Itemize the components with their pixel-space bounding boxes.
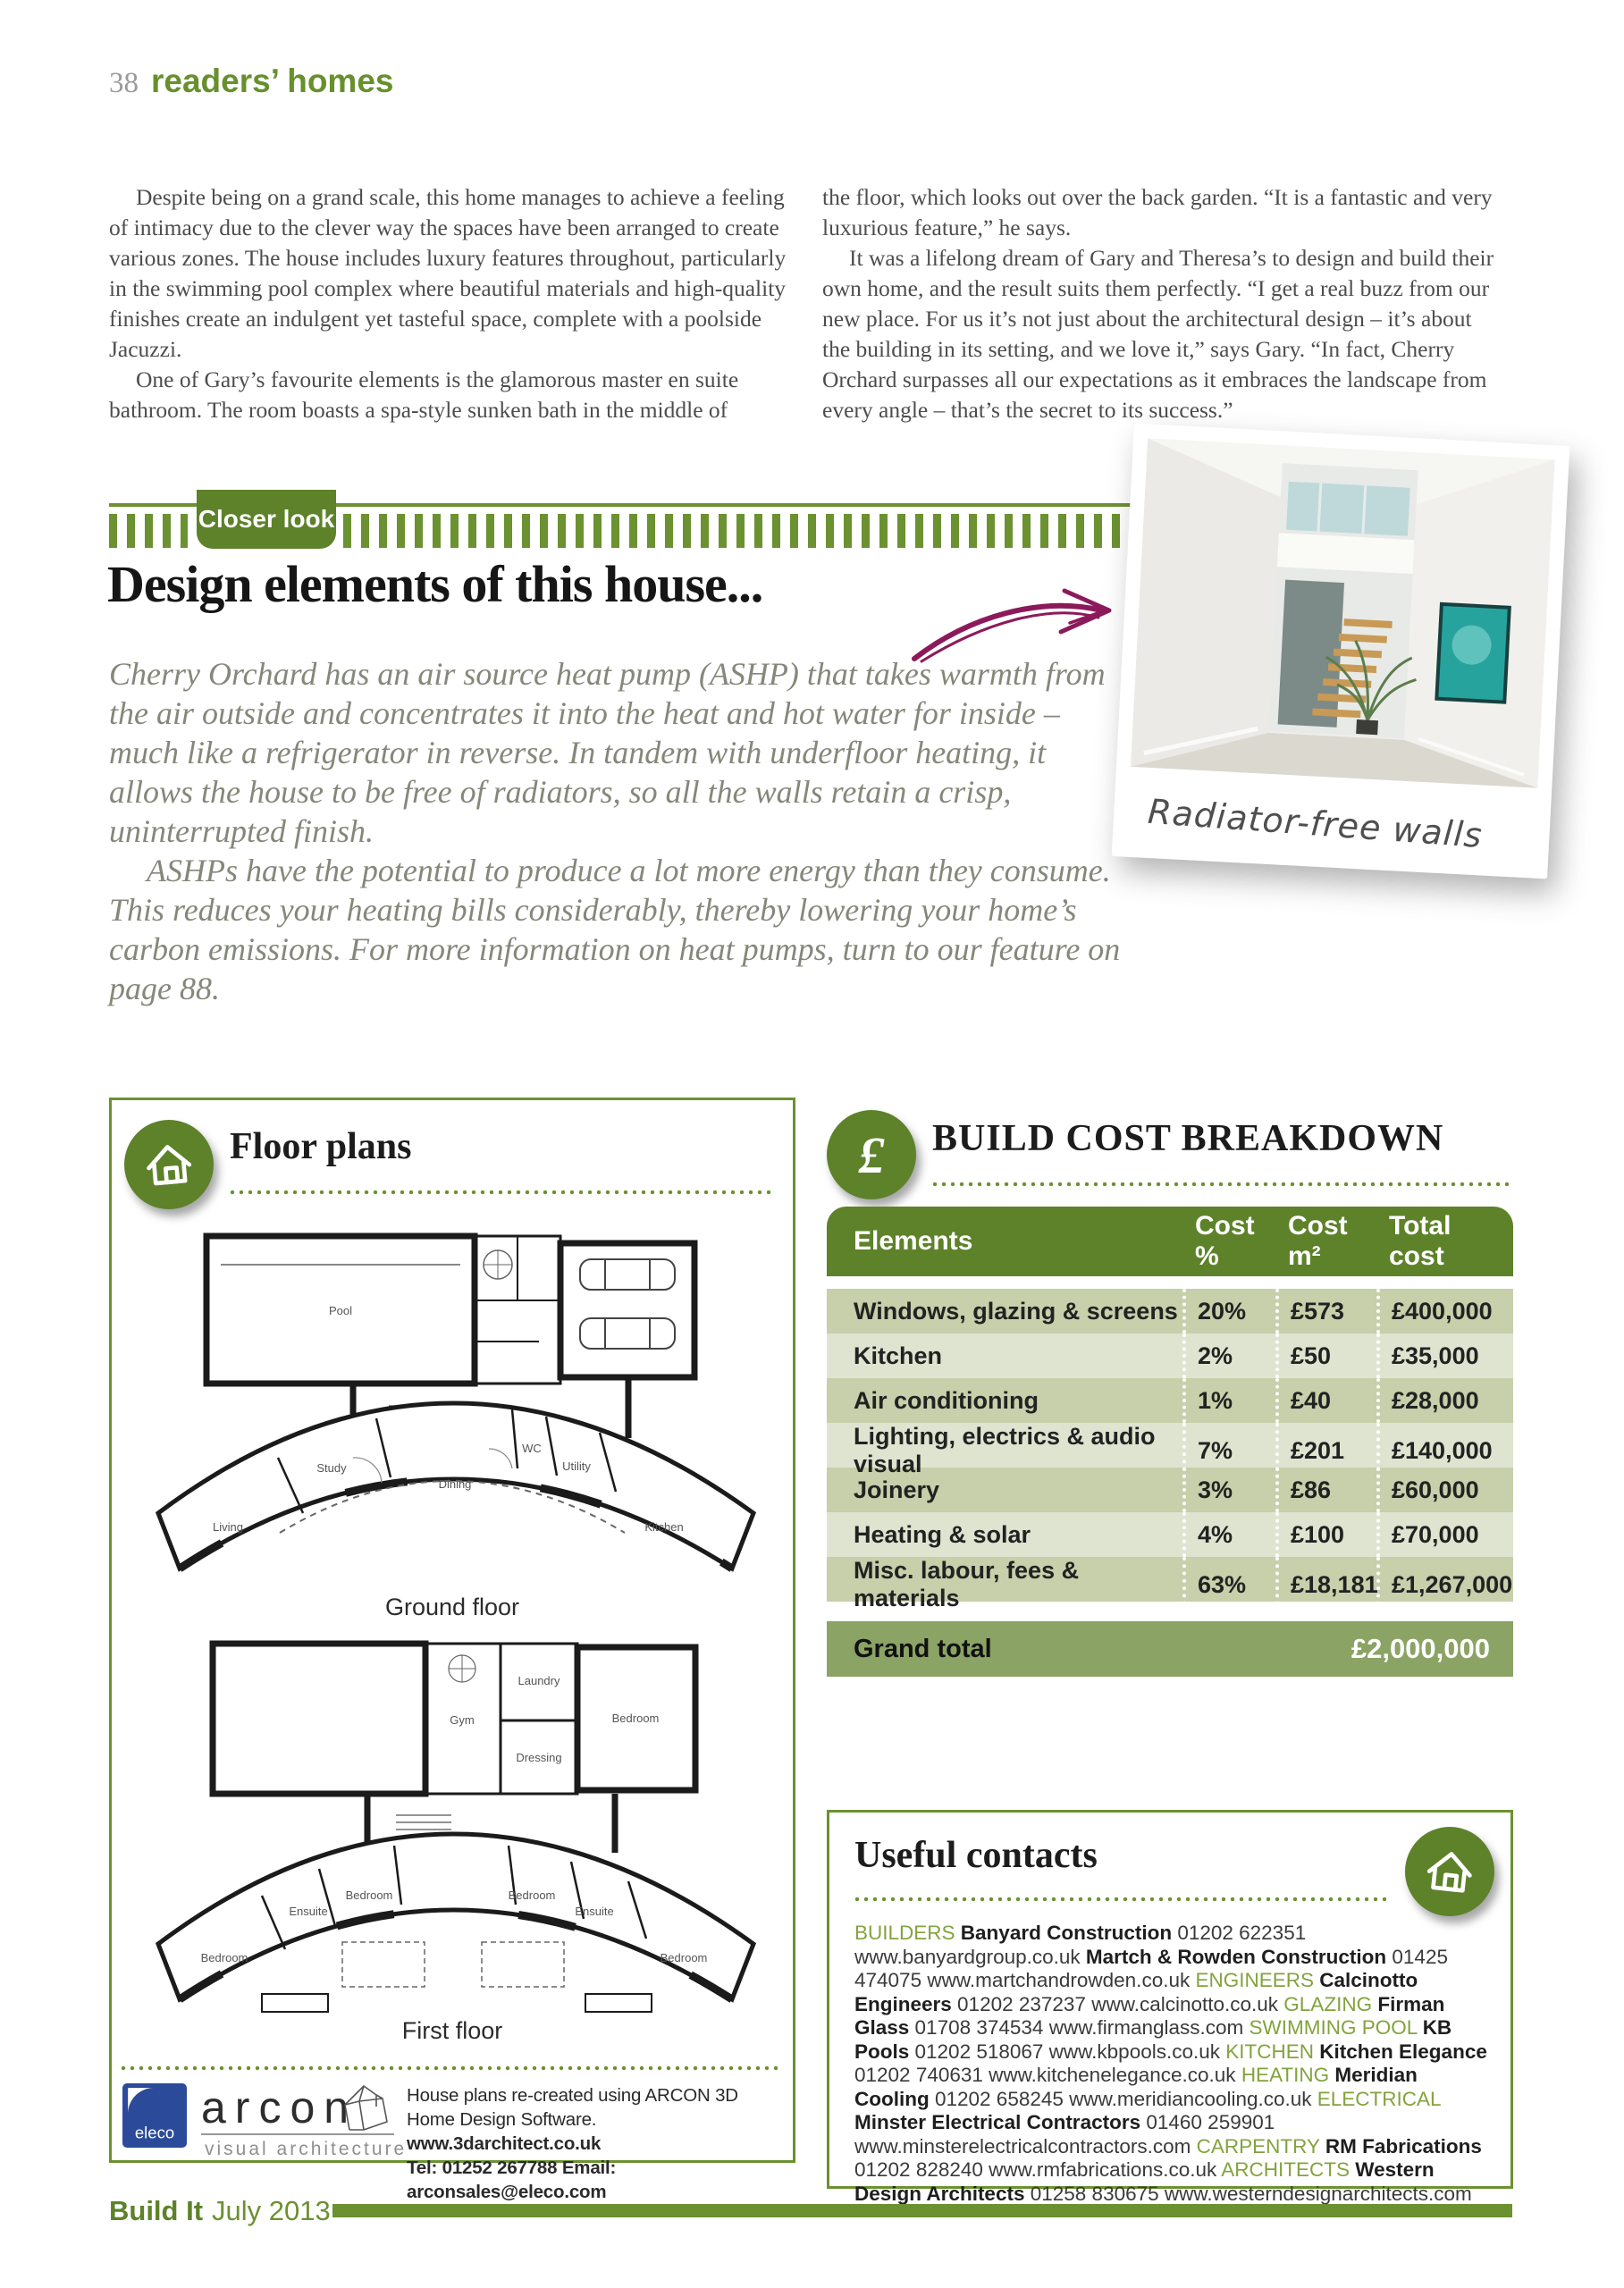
contact-name: Banyard Construction (960, 1922, 1178, 1944)
credit-tel: Tel: 01252 267788 Email: arconsales@eleco.com (407, 2158, 617, 2202)
contact-details: 01202 622351 www.banyardgroup.co.uk (854, 1922, 1307, 1968)
contacts-house-icon-circle (1405, 1827, 1494, 1916)
cell-total: £60,000 (1376, 1468, 1513, 1512)
paragraph: One of Gary’s favourite elements is the glamorous master en suite bathroom. The room boasts a spa-style sunken bath in the middle of (109, 366, 739, 423)
contacts-text (854, 1922, 1491, 2206)
table-row (827, 1289, 1513, 1333)
footer-magazine: Build It (109, 2195, 204, 2226)
room-label: Ensuite (289, 1905, 328, 1918)
contact-name: Calcinotto Engineers (854, 1969, 1418, 2015)
paragraph: the floor, which looks out over the back garden. “It is a fantastic and very luxurious feature,” he says. (822, 184, 1493, 240)
house-icon-circle (124, 1120, 214, 1209)
cell-total: £140,000 (1376, 1423, 1513, 1478)
contact-category: CARPENTRY (1196, 2134, 1325, 2158)
room-label: Bedroom (611, 1712, 660, 1725)
cell-pct: 2% (1182, 1333, 1275, 1378)
room-label: Ensuite (575, 1905, 614, 1918)
contact-category: SWIMMING POOL (1249, 2016, 1423, 2039)
cell-pct: 1% (1182, 1378, 1275, 1423)
arcon-house-sketch-icon (337, 2078, 392, 2137)
arcon-logo-text: arcon (201, 2082, 358, 2132)
column-header: Cost % (1195, 1211, 1255, 1271)
useful-contacts-panel (827, 1810, 1513, 2205)
floor-plans-panel (109, 1098, 795, 2202)
contact-category: ARCHITECTS (1221, 2158, 1356, 2181)
cell-total: £1,267,000 (1376, 1557, 1513, 1612)
dotted-rule (121, 2065, 782, 2071)
contact-category: HEATING (1241, 2064, 1335, 2086)
table-row (827, 1333, 1513, 1378)
eleco-logo-text: eleco (134, 2123, 175, 2142)
contact-name: Kitchen Elegance (1319, 2040, 1487, 2063)
room-label: Gym (450, 1713, 475, 1727)
cell-total: £70,000 (1376, 1512, 1513, 1557)
dotted-rule (230, 1190, 771, 1195)
cost-table-body (827, 1289, 1513, 1611)
contact-details: 01425 474075 www.martchandrowden.co.uk (854, 1945, 1448, 1991)
column-header: Cost m² (1288, 1211, 1348, 1271)
room-label: Utility (562, 1459, 591, 1473)
cell-pct: 63% (1182, 1557, 1275, 1612)
contact-category: GLAZING (1283, 1992, 1378, 2015)
feature-headline: Design elements of this house... (107, 555, 763, 613)
page-footer (109, 2195, 331, 2227)
footer-issue: July 2013 (212, 2195, 331, 2226)
contact-details: 01202 237237 www.calcinotto.co.uk (957, 1992, 1284, 2015)
room-label: Bedroom (660, 1951, 708, 1964)
cell-pct: 20% (1182, 1289, 1275, 1333)
cost-table-header (827, 1207, 1513, 1276)
cell-m2: £50 (1275, 1333, 1376, 1378)
cell-element: Heating & solar (854, 1520, 1031, 1548)
credit-line: House plans re-created using ARCON 3D Home Design Software. (407, 2085, 738, 2130)
cell-element: Air conditioning (854, 1386, 1039, 1414)
room-label: Living (213, 1520, 243, 1534)
grand-total-bar (827, 1621, 1513, 1677)
cell-total: £400,000 (1376, 1289, 1513, 1333)
doodle-arrow-icon (907, 576, 1117, 664)
contact-details: 01202 518067 www.kbpools.co.uk (914, 2040, 1226, 2063)
contact-name: Minster Electrical Contractors (854, 2111, 1147, 2133)
contact-details: 01258 830675 www.westerndesignarchitects.com (1030, 2182, 1472, 2205)
room-label: Dining (438, 1477, 472, 1491)
room-label: WC (522, 1442, 542, 1455)
hallway-photo (1112, 424, 1570, 879)
ground-floor-caption: Ground floor (384, 1594, 520, 1620)
contact-details: 01202 740631 www.kitchenelegance.co.uk (854, 2064, 1241, 2086)
cell-m2: £40 (1275, 1378, 1376, 1423)
contact-category: BUILDERS (854, 1922, 961, 1944)
cell-pct: 3% (1182, 1468, 1275, 1512)
table-row (827, 1512, 1513, 1557)
cell-pct: 4% (1182, 1512, 1275, 1557)
table-row (827, 1423, 1513, 1477)
paragraph: It was a lifelong dream of Gary and Theresa’s to design and build their own home, and the result suits them perfectly. “I get a real buzz from our new place. For us it’s not just about the architectural design – it’s about the building in its setting, and we love it,” says Gary. “In fact, Cherry Orchard surpasses all our expectations as it embraces the landscape from every angle – that’s the secret to its success.” (822, 245, 1494, 423)
house-icon (141, 1137, 197, 1192)
cell-m2: £201 (1275, 1423, 1376, 1478)
cell-m2: £573 (1275, 1289, 1376, 1333)
contact-details: 01202 658245 www.meridiancooling.co.uk (934, 2087, 1317, 2110)
cell-m2: £100 (1275, 1512, 1376, 1557)
eleco-logo-icon (122, 2083, 187, 2148)
ribbon-stripes-left (109, 514, 188, 548)
room-label: Kitchen (644, 1520, 684, 1534)
lede-paragraph: Cherry Orchard has an air source heat pump (ASHP) that takes warmth from the air outside and concentrates it into the heat and hot water for inside – much like a refrigerator in reverse. In tandem with underfloor heating, it allows the house to be free of radiators, so all the walls retain a crisp, uninterrupted finish. (109, 656, 1106, 849)
contact-name: Western Design Architects (854, 2158, 1435, 2205)
contact-name: Firman Glass (854, 1992, 1445, 2039)
table-row (827, 1557, 1513, 1611)
dotted-rule (854, 1897, 1391, 1902)
cell-total: £28,000 (1376, 1378, 1513, 1423)
contacts-title: Useful contacts (854, 1835, 1098, 1876)
cell-element: Kitchen (854, 1342, 943, 1369)
cell-pct: 7% (1182, 1423, 1275, 1478)
column-header: Elements (854, 1226, 973, 1256)
lede-paragraph: ASHPs have the potential to produce a lot more energy than they consume. This reduces your heating bills considerably, thereby lowering your home’s carbon emissions. For more information on heat pumps, turn to our feature on page 88. (109, 853, 1121, 1006)
cell-element: Misc. labour, fees & materials (854, 1557, 1080, 1611)
contact-category: KITCHEN (1225, 2040, 1320, 2063)
cell-total: £35,000 (1376, 1333, 1513, 1378)
contact-details: 01708 374534 www.firmanglass.com (914, 2016, 1250, 2039)
room-label: Bedroom (508, 1888, 556, 1902)
arcon-credit-text (407, 2083, 782, 2204)
pound-icon-circle (827, 1110, 916, 1199)
contact-details: 01460 259901 www.minsterelectricalcontractors.com (854, 2111, 1275, 2158)
closer-look-label: Closer look (198, 505, 335, 533)
floor-plans-title: Floor plans (230, 1126, 412, 1167)
dotted-rule (932, 1182, 1513, 1187)
contact-name: Meridian Cooling (854, 2064, 1418, 2110)
section-title: readers’ homes (151, 63, 394, 99)
cell-element: Lighting, electrics & audio visual (854, 1423, 1156, 1477)
ground-floor-plan (128, 1218, 775, 1594)
table-row (827, 1378, 1513, 1423)
contact-name: KB Pools (854, 2016, 1452, 2063)
feature-lede (109, 654, 1137, 1008)
cell-m2: £86 (1275, 1468, 1376, 1512)
room-label: Dressing (516, 1751, 562, 1764)
closer-look-tab (197, 490, 336, 549)
contact-category: ENGINEERS (1195, 1969, 1320, 1991)
column-header: Total cost (1389, 1211, 1452, 1271)
contact-name: RM Fabrications (1325, 2134, 1482, 2158)
cell-element: Windows, glazing & screens (854, 1297, 1178, 1325)
arcon-logo-subtext: visual architecture (205, 2139, 408, 2159)
room-label: Pool (328, 1304, 353, 1317)
photo-caption: Radiator-free walls (1146, 791, 1485, 856)
first-floor-plan (128, 1631, 775, 2015)
page-header (109, 63, 393, 100)
contact-details: 01202 828240 www.rmfabrications.co.uk (854, 2158, 1222, 2181)
cell-element: Joinery (854, 1476, 940, 1503)
cell-m2: £18,181 (1275, 1557, 1376, 1612)
first-floor-caption: First floor (401, 2017, 503, 2044)
table-row (827, 1468, 1513, 1512)
credit-url: www.3darchitect.co.uk (407, 2133, 602, 2154)
room-label: Laundry (517, 1674, 560, 1687)
room-label: Bedroom (345, 1888, 393, 1902)
contact-category: ELECTRICAL (1317, 2087, 1441, 2110)
article-column-1 (109, 182, 787, 425)
footer-bar (332, 2204, 1512, 2217)
room-label: Study (316, 1461, 347, 1475)
grand-total-label: Grand total (854, 1634, 992, 1663)
page-number: 38 (109, 67, 139, 99)
article-column-2 (822, 182, 1502, 425)
contact-name: Martch & Rowden Construction (1085, 1945, 1393, 1968)
pound-icon: £ (858, 1125, 885, 1184)
house-icon (1422, 1844, 1477, 1899)
hallway-photo-image (1131, 438, 1555, 787)
arcon-underline (201, 2133, 394, 2135)
cost-breakdown-title: BUILD COST BREAKDOWN (932, 1118, 1444, 1159)
room-label: Bedroom (200, 1951, 248, 1964)
grand-total-value: £2,000,000 (1351, 1633, 1490, 1664)
ribbon-stripes-right (343, 514, 1133, 548)
paragraph: Despite being on a grand scale, this home manages to achieve a feeling of intimacy due to the clever way the spaces have been arranged to create various zones. The house includes luxury features throughout, particularly in the swimming pool complex where beautiful materials and high-quality finishes create an indulgent yet tasteful space, complete with a poolside Jacuzzi. (109, 184, 787, 362)
